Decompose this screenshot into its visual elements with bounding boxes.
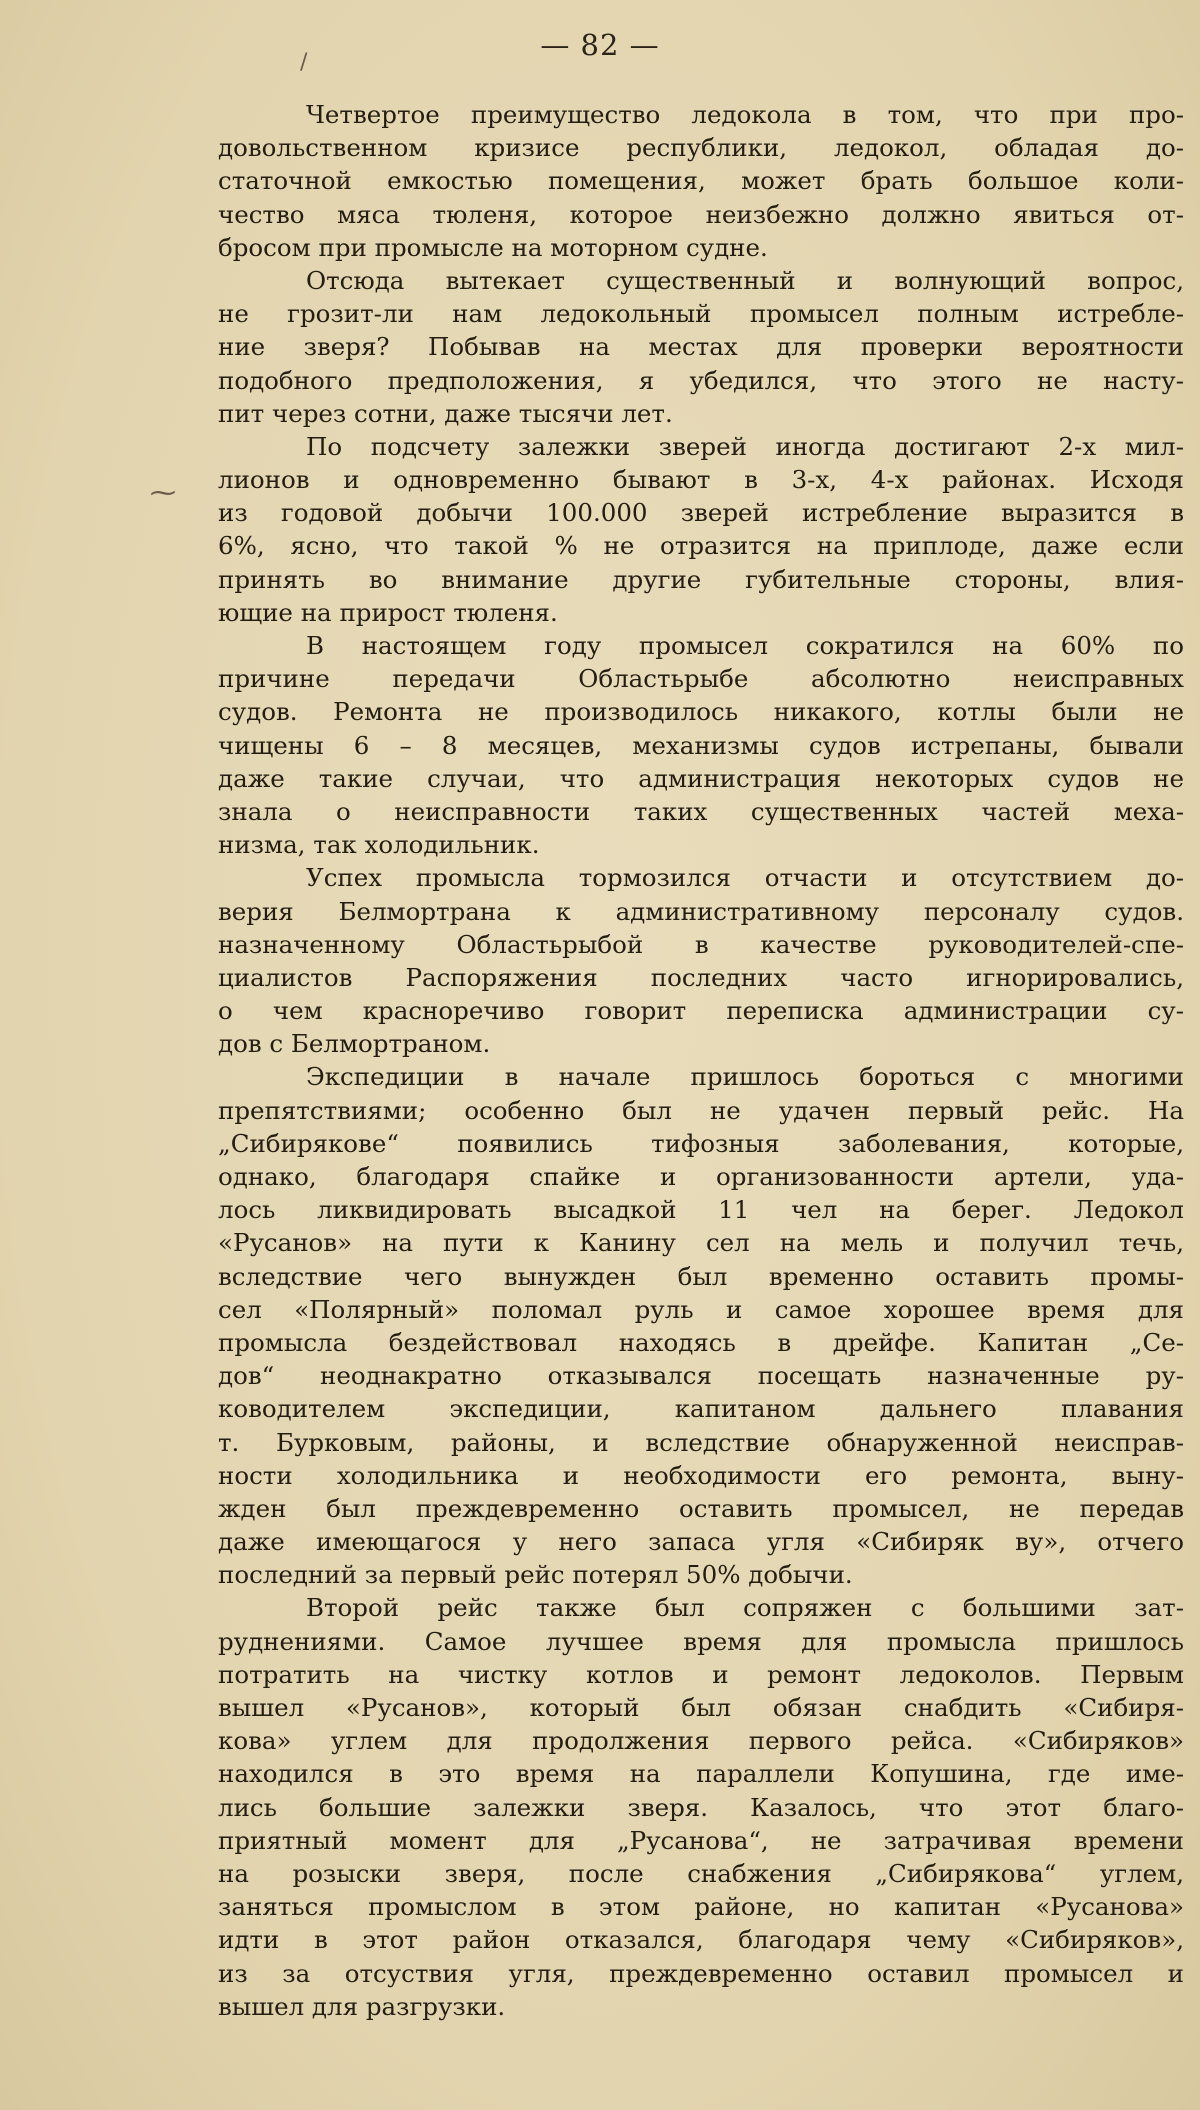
text-line: идти в этот район отказался, благодаря чему «Сибиряков», bbox=[218, 1925, 1184, 1955]
body-text bbox=[218, 98, 1184, 2023]
text-line: пит через сотни, даже тысячи лет. bbox=[218, 398, 673, 428]
text-line: циалистов Распоряжения последних часто игнорировались, bbox=[218, 962, 1184, 992]
text-line: судов. Ремонта не производилось никакого, котлы были не bbox=[218, 697, 1184, 727]
text-line: ности холодильника и необходимости его ремонта, выну- bbox=[218, 1460, 1184, 1490]
text-line: чищены 6 – 8 месяцев, механизмы судов истрепаны, бывали bbox=[218, 730, 1184, 760]
text-line: Четвертое преимущество ледокола в том, что при про- bbox=[306, 100, 1184, 129]
text-line: подобного предположения, я убедился, что этого не насту- bbox=[218, 365, 1184, 395]
text-line: сел «Полярный» поломал руль и самое хорошее время для bbox=[218, 1294, 1184, 1324]
text-line: статочной емкостью помещения, может брать большое коли- bbox=[218, 166, 1184, 196]
text-line: т. Бурковым, районы, и вследствие обнаруженной неисправ- bbox=[218, 1427, 1184, 1457]
text-line: препятствиями; особенно был не удачен первый рейс. На bbox=[218, 1095, 1184, 1125]
text-line: чество мяса тюленя, которое неизбежно должно явиться от- bbox=[218, 199, 1184, 229]
text-line: Экспедиции в начале пришлось бороться с многими bbox=[306, 1062, 1184, 1092]
text-line: не грозит-ли нам ледокольный промысел полным истребле- bbox=[218, 299, 1184, 329]
text-line: ние зверя? Побывав на местах для проверки вероятности bbox=[218, 332, 1184, 362]
text-line: принять во внимание другие губительные стороны, влия- bbox=[218, 564, 1184, 594]
text-line: лись большие залежки зверя. Казалось, что этот благо- bbox=[218, 1792, 1184, 1822]
margin-pencil-mark: ⁓ bbox=[150, 478, 176, 508]
text-line: ководителем экспедиции, капитаном дальнего плавания bbox=[218, 1394, 1184, 1424]
text-line: «Русанов» на пути к Канину сел на мель и получил течь, bbox=[218, 1228, 1184, 1258]
text-line: из за отсуствия угля, преждевременно оставил промысел и bbox=[218, 1958, 1184, 1988]
text-line: назначенному Областьрыбой в качестве руководителей-спе- bbox=[218, 929, 1184, 959]
text-line: из годовой добычи 100.000 зверей истребление выразится в bbox=[218, 498, 1184, 528]
paragraph bbox=[218, 430, 1184, 629]
text-line: вышел для разгрузки. bbox=[218, 1991, 506, 2021]
text-line: „Сибирякове“ появились тифозныя заболевания, которые, bbox=[218, 1128, 1184, 1158]
text-line: о чем красноречиво говорит переписка администрации су- bbox=[218, 996, 1184, 1026]
text-line: заняться промыслом в этом районе, но капитан «Русанова» bbox=[218, 1892, 1184, 1922]
text-line: на розыски зверя, после снабжения „Сибирякова“ углем, bbox=[218, 1858, 1184, 1888]
text-line: дов“ неоднакратно отказывался посещать назначенные ру- bbox=[218, 1361, 1184, 1391]
text-line: однако, благодаря спайке и организованности артели, уда- bbox=[218, 1162, 1184, 1191]
text-line: вследствие чего вынужден был временно оставить промы- bbox=[218, 1261, 1184, 1291]
text-line: промысла бездействовал находясь в дрейфе. Капитан „Се- bbox=[218, 1327, 1184, 1357]
text-line: бросом при промысле на моторном судне. bbox=[218, 232, 768, 262]
paragraph bbox=[218, 264, 1184, 430]
text-line: По подсчету залежки зверей иногда достигают 2-х мил- bbox=[306, 431, 1184, 461]
text-line: даже такие случаи, что администрация некоторых судов не bbox=[218, 763, 1184, 793]
text-line: Второй рейс также был сопряжен с большими зат- bbox=[306, 1593, 1184, 1623]
text-line: Успех промысла тормозился отчасти и отсутствием до- bbox=[306, 863, 1184, 893]
text-line: потратить на чистку котлов и ремонт ледоколов. Первым bbox=[218, 1659, 1184, 1689]
text-line: Отсюда вытекает существенный и волнующий вопрос, bbox=[306, 265, 1184, 295]
text-line: лось ликвидировать высадкой 11 чел на берег. Ледокол bbox=[218, 1195, 1184, 1225]
paragraph bbox=[218, 1060, 1184, 1591]
paragraph bbox=[218, 98, 1184, 264]
text-line: верия Белмортрана к административному персоналу судов. bbox=[218, 896, 1184, 926]
text-line: знала о неисправности таких существенных частей меха- bbox=[218, 796, 1184, 826]
page-number: — 82 — bbox=[540, 28, 660, 62]
text-line: ющие на прирост тюленя. bbox=[218, 597, 558, 627]
scan-mark: / bbox=[300, 50, 308, 75]
text-line: лионов и одновременно бывают в 3-х, 4-х районах. Исходя bbox=[218, 465, 1184, 495]
text-line: кова» углем для продолжения первого рейса. «Сибиряков» bbox=[218, 1726, 1184, 1756]
paragraph bbox=[218, 1591, 1184, 2022]
text-line: В настоящем году промысел сократился на 60% по bbox=[306, 631, 1184, 660]
text-line: жден был преждевременно оставить промысел, не передав bbox=[218, 1493, 1184, 1523]
text-line: находился в это время на параллели Копушина, где име- bbox=[218, 1759, 1184, 1789]
paragraph bbox=[218, 629, 1184, 861]
text-line: руднениями. Самое лучшее время для промысла пришлось bbox=[218, 1626, 1184, 1656]
text-line: дов с Белмортраном. bbox=[218, 1029, 491, 1059]
text-line: низма, так холодильник. bbox=[218, 830, 540, 860]
paragraph bbox=[218, 861, 1184, 1060]
text-line: последний за первый рейс потерял 50% добычи. bbox=[218, 1560, 853, 1590]
text-line: даже имеющагося у него запаса угля «Сибиряк ву», отчего bbox=[218, 1527, 1184, 1557]
text-line: приятный момент для „Русанова“, не затрачивая времени bbox=[218, 1825, 1184, 1855]
text-line: довольственном кризисе республики, ледокол, обладая до- bbox=[218, 133, 1184, 163]
text-line: 6%, ясно, что такой % не отразится на приплоде, даже если bbox=[218, 531, 1184, 561]
text-line: причине передачи Областьрыбе абсолютно неисправных bbox=[218, 664, 1184, 694]
text-line: вышел «Русанов», который был обязан снабдить «Сибиря- bbox=[218, 1693, 1184, 1722]
